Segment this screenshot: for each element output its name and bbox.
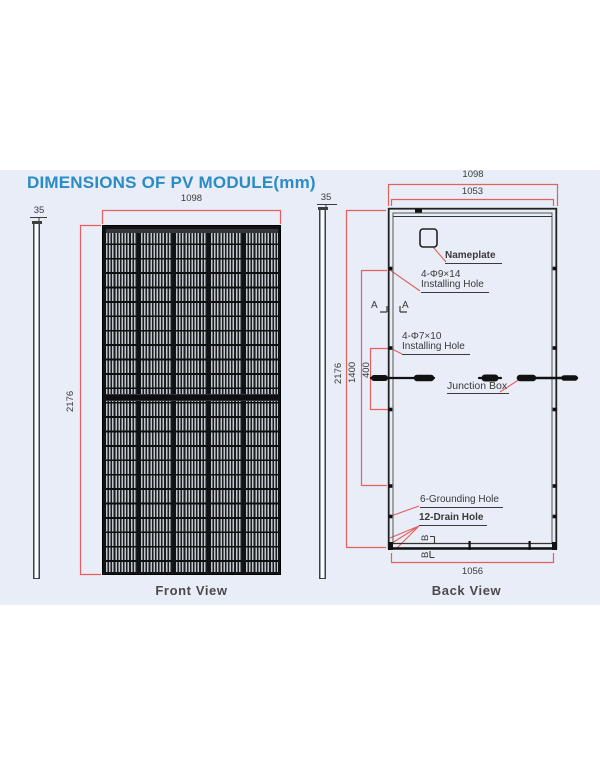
installing-hole-7-text: Installing Hole — [402, 341, 465, 352]
section-a-marker-right: A — [402, 300, 409, 311]
front-dimension-lines — [81, 211, 282, 576]
installing-hole-7-label — [402, 332, 470, 355]
thickness-brackets — [30, 205, 337, 222]
grounding-hole-label: 6-Grounding Hole — [420, 495, 503, 508]
installing-hole-9-size: 4-Φ9×14 — [421, 269, 461, 280]
installing-hole-7-size: 4-Φ7×10 — [402, 331, 442, 342]
back-thickness-dim: 35 — [320, 192, 332, 203]
back-inner-width-dim: 1053 — [461, 186, 484, 197]
page-title: DIMENSIONS OF PV MODULE(mm) — [27, 173, 316, 192]
back-outer-width-dim: 1098 — [462, 169, 484, 180]
front-view-caption: Front View — [155, 583, 228, 598]
section-b-marker-top: B — [420, 534, 431, 541]
nameplate-shape — [420, 229, 437, 247]
back-height-dim: 2176 — [333, 362, 344, 384]
back-hole-span-small-dim: 400 — [361, 362, 372, 378]
back-view-caption: Back View — [431, 583, 502, 598]
nameplate-label: Nameplate — [445, 251, 502, 264]
drain-hole-label: 12-Drain Hole — [419, 513, 487, 526]
section-a-marker-left: A — [371, 300, 378, 311]
junction-box-label: Junction Box — [447, 380, 508, 392]
installing-hole-9-label — [421, 270, 489, 293]
section-b-marker-bottom: B — [420, 551, 431, 558]
back-bottom-width-dim: 1056 — [461, 566, 484, 577]
back-hole-span-large-dim: 1400 — [347, 361, 358, 383]
front-height-dim: 2176 — [65, 390, 76, 412]
front-thickness-dim: 35 — [33, 205, 45, 216]
front-width-dim: 1098 — [180, 193, 203, 204]
installing-hole-9-text: Installing Hole — [421, 279, 484, 290]
